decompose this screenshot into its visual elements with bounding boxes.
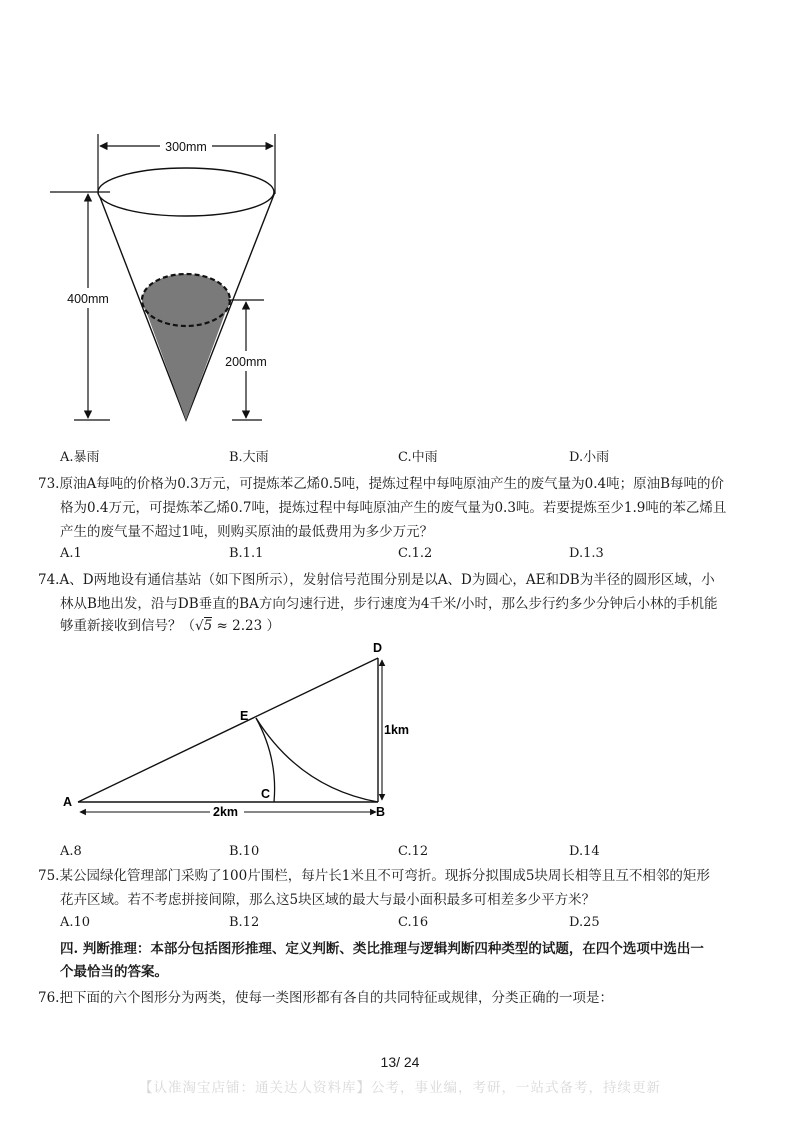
q73-option-c: C.1.2 (398, 546, 433, 561)
point-label-C: C (261, 787, 271, 801)
sqrt-symbol: √ (195, 618, 204, 634)
segment-AD (78, 658, 378, 802)
right-height-label: 200mm (225, 355, 267, 369)
q74-line-3 (60, 616, 280, 636)
q73-option-b: B.1.1 (229, 546, 264, 561)
q75-option-a: A.10 (60, 915, 91, 930)
q74-line-1: 74.A、D两地设有通信基站（如下图所示），发射信号范围分别是以A、D为圆心，AE和DB为半径的圆形区域，小 (38, 572, 715, 588)
q73-option-d: D.1.3 (569, 546, 604, 561)
q74-line-3-text: 够重新接收到信号？（ (60, 618, 195, 634)
cone-top-ellipse (98, 168, 274, 216)
q74-option-c: C.12 (398, 844, 429, 859)
q73-line-2: 格为0.4万元，可提炼苯乙烯0.7吨，提炼过程中每吨原油产生的废气量为0.3吨。若要提炼至少1.9吨的苯乙烯且 (60, 500, 727, 516)
q75-option-b: B.12 (229, 915, 260, 930)
q75-line-1: 75.某公园绿化管理部门采购了100片围栏，每片长1米且不可弯折。现拆分拟围成5块周长相等且互不相邻的矩形 (38, 868, 710, 884)
footer-watermark: 【认准淘宝店铺：通关达人资料库】公考，事业编，考研，一站式备考，持续更新 (139, 1080, 661, 1096)
page-number: 13/ 24 (380, 1054, 420, 1070)
point-label-E: E (240, 709, 249, 723)
top-width-label: 300mm (165, 140, 207, 154)
dimension-label-1km: 1km (384, 723, 410, 737)
point-label-D: D (373, 641, 383, 655)
q75-line-2: 花卉区域。若不考虑拼接间隙，那么这5块区域的最大与最小面积最多可相差多少平方米？ (60, 892, 596, 908)
q74-option-d: D.14 (569, 844, 600, 859)
q73-line-1: 73.原油A每吨的价格为0.3万元，可提炼苯乙烯0.5吨，提炼过程中每吨原油产生的废气量为0.4吨；原油B每吨的价 (38, 476, 725, 492)
q75-option-d: D.25 (569, 915, 600, 930)
q75-option-c: C.16 (398, 915, 429, 930)
q76-line: 76.把下面的六个图形分为两类，使每一类图形都有各自的共同特征或规律，分类正确的一项是： (38, 990, 613, 1006)
q74-line-2: 林从B地出发，沿与DB垂直的BA方向匀速行进，步行速度为4千米/小时，那么步行约多少分钟后小林的手机能 (60, 596, 718, 612)
q74-option-a: A.8 (60, 844, 82, 859)
q74-option-b: B.10 (229, 844, 260, 859)
q72-option-d: D.小雨 (569, 450, 610, 465)
cone-figure (50, 120, 290, 430)
q73-line-3: 产生的废气量不超过1吨，则购买原油的最低费用为多少万元？ (60, 524, 434, 540)
point-label-A: A (63, 795, 73, 809)
q72-option-a: A.暴雨 (60, 450, 100, 465)
sqrt-radicand: 5 (203, 618, 213, 634)
q72-option-c: C.中雨 (398, 450, 438, 465)
q72-option-b: B.大雨 (229, 450, 269, 465)
point-label-B: B (376, 805, 386, 819)
triangle-figure (60, 638, 420, 828)
q73-option-a: A.1 (60, 546, 82, 561)
section4-heading-line-2: 个最恰当的答案。 (60, 964, 168, 980)
approx-tail: ≈ 2.23 ） (216, 618, 280, 634)
section4-heading-line-1: 四. 判断推理：本部分包括图形推理、定义判断、类比推理与逻辑判断四种类型的试题，在四个选项中选出一 (60, 941, 704, 957)
dimension-label-2km: 2km (213, 805, 239, 819)
left-height-label: 400mm (67, 292, 109, 306)
